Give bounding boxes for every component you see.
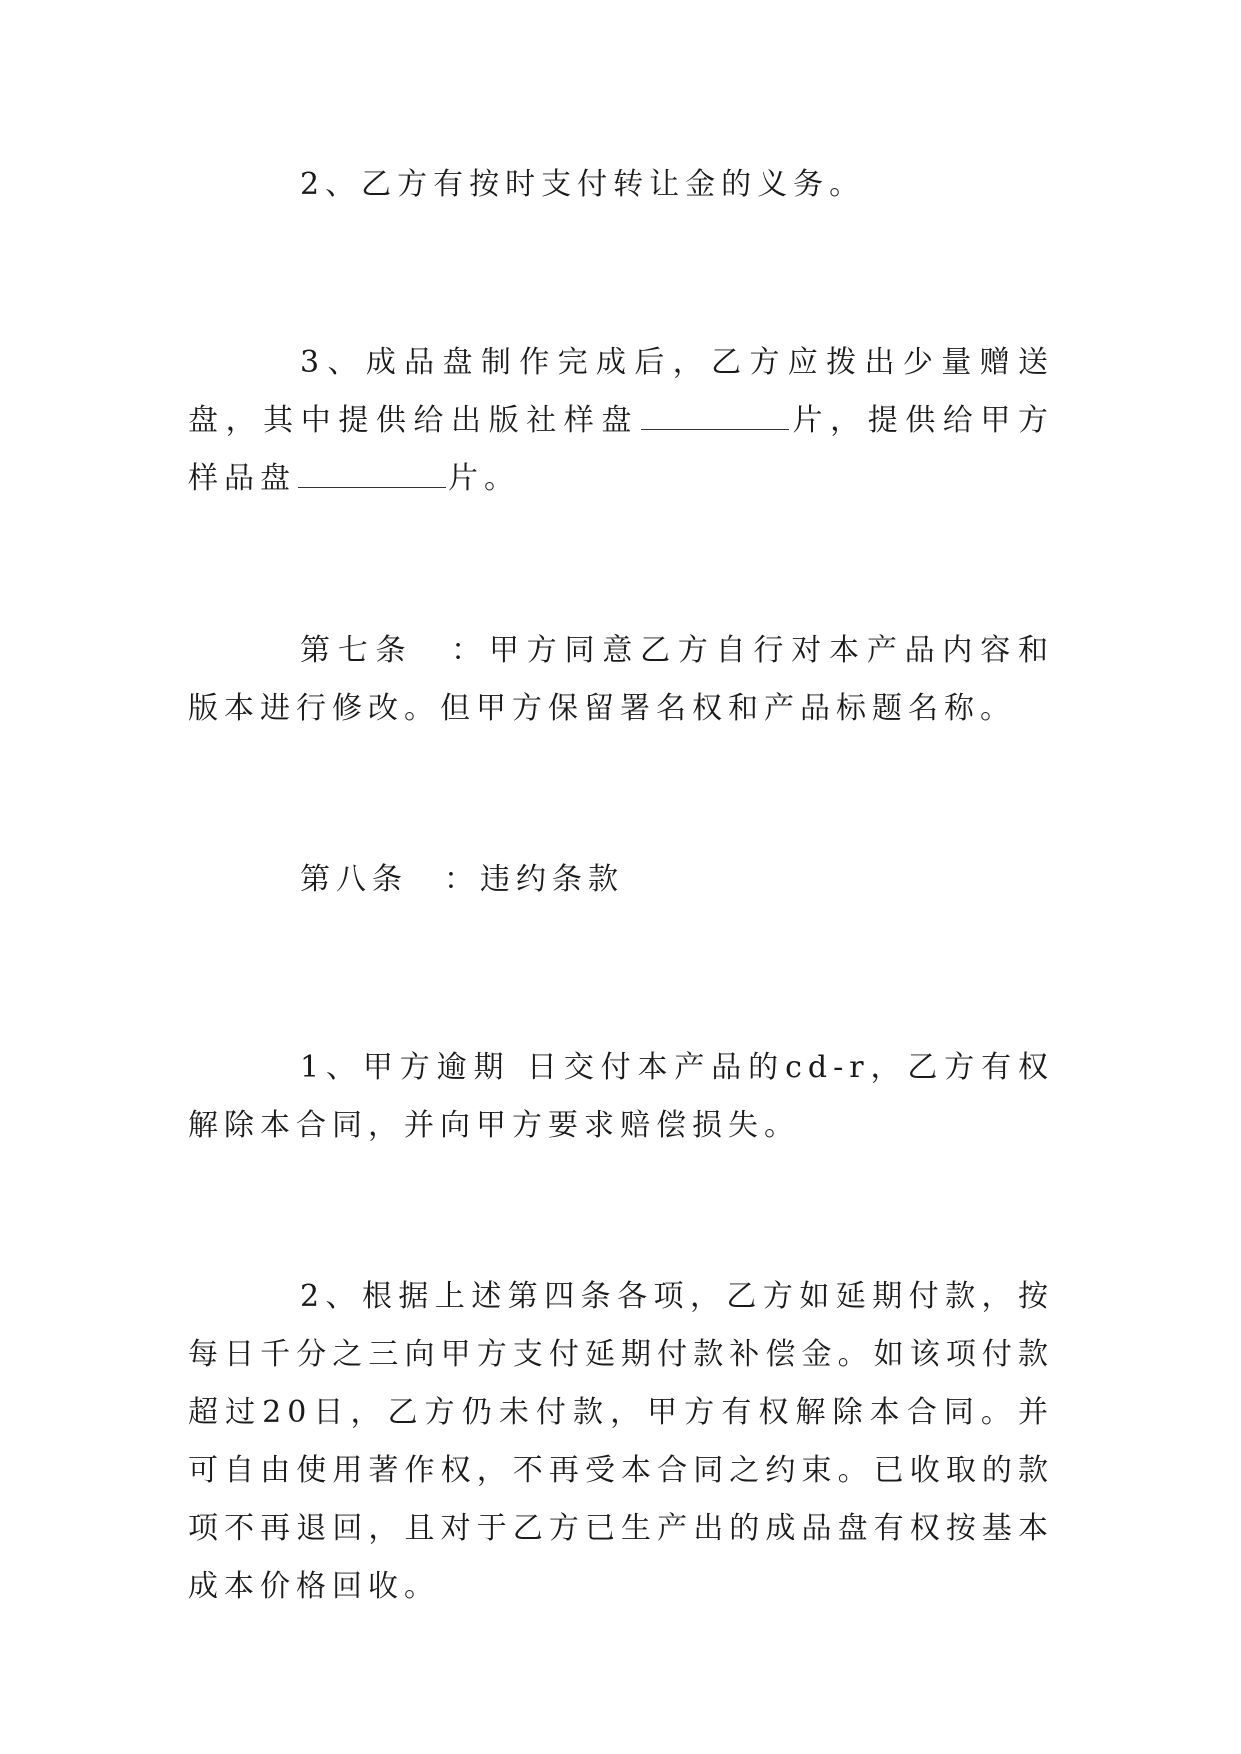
article-eight-heading: 第八条 ：违约条款 [300,862,624,897]
blank-line-publisher-samples [641,403,789,430]
blank-line-party-a-samples [298,461,446,488]
breach-clause-one: 1、甲方逾期 日交付本产品的cd-r，乙方有权解除本合同，并向甲方要求赔偿损失。 [188,1050,1054,1143]
clause-text-part: 片。 [448,461,520,496]
clause-paragraph-sample-discs [188,334,1054,508]
article-seven-paragraph: 第七条 ：甲方同意乙方自行对本产品内容和版本进行修改。但甲方保留署名权和产品标题名称。 [188,633,1054,726]
breach-clause-two: 2、根据上述第四条各项，乙方如延期付款，按每日千分之三向甲方支付延期付款补偿金。如该项付款超过20日，乙方仍未付款，甲方有权解除本合同。并可自由使用著作权，不再受本合同之约束。已收取的款项不再退回，且对于乙方已生产出的成品盘有权按基本成本价格回收。 [188,1279,1054,1604]
clause-text-part: 片，提供给甲方样品盘 [188,403,1055,496]
clause-text-part: 3、成品盘制作完成后，乙方应拨出少量赠送盘，其中提供给出版社样盘 [188,345,1054,438]
clause-paragraph-payment-duty: 2、乙方有按时支付转让金的义务。 [300,167,866,202]
